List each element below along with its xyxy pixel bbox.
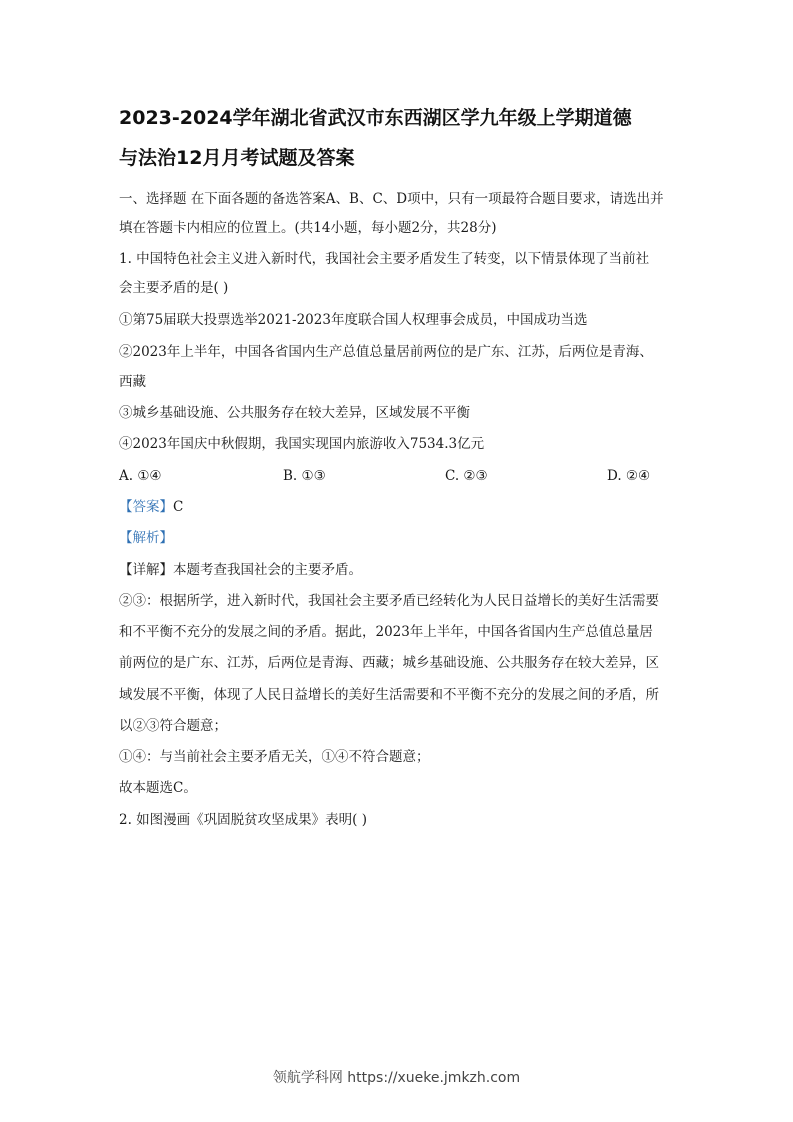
explanation-line2: 和不平衡不充分的发展之间的矛盾。据此，2023年上半年，中国各省国内生产总值总量居 [119,624,653,640]
section-intro-line2: 填在答题卡内相应的位置上。(共14小题，每小题2分，共28分) [119,220,497,236]
answer-row [119,498,183,516]
answer-value: C [173,499,184,515]
page-footer: 领航学科网 https://xueke.jmkzh.com [272,1070,521,1086]
option-c: C. ②③ [445,468,488,484]
question1-item1: ①第75届联大投票选举2021-2023年度联合国人权理事会成员，中国成功当选 [119,312,588,328]
analysis-tag: 【解析】 [119,530,173,546]
explanation-line6: ①④：与当前社会主要矛盾无关，①④不符合题意； [119,749,430,765]
question1-stem-line1: 1. 中国特色社会主义进入新时代，我国社会主要矛盾发生了转变，以下情景体现了当前社 [119,251,650,267]
detail-text: 本题考查我国社会的主要矛盾。 [173,562,362,578]
analysis-row [119,529,173,547]
answer-tag: 【答案】 [119,499,173,515]
option-d: D. ②④ [607,468,651,484]
question1-stem-line2: 会主要矛盾的是( ) [119,280,229,296]
explanation-line3: 前两位的是广东、江苏，后两位是青海、西藏；城乡基础设施、公共服务存在较大差异，区 [119,655,659,671]
option-a: A. ①④ [119,468,162,484]
option-b: B. ①③ [283,468,326,484]
question1-item2-line2: 西藏 [119,374,146,390]
document-title-line2: 与法治12月月考试题及答案 [119,147,355,169]
question1-item3: ③城乡基础设施、公共服务存在较大差异，区域发展不平衡 [119,405,470,421]
question1-item2-line1: ②2023年上半年，中国各省国内生产总值总量居前两位的是广东、江苏，后两位是青海、 [119,344,653,360]
explanation-line5: 以②③符合题意； [119,718,227,734]
explanation-line7: 故本题选C。 [119,780,197,796]
document-title-line1: 2023-2024学年湖北省武汉市东西湖区学九年级上学期道德 [119,107,632,129]
explanation-line4: 域发展不平衡，体现了人民日益增长的美好生活需要和不平衡不充分的发展之间的矛盾，所 [119,687,659,703]
question1-item4: ④2023年国庆中秋假期，我国实现国内旅游收入7534.3亿元 [119,436,485,452]
explanation-line1: ②③：根据所学，进入新时代，我国社会主要矛盾已经转化为人民日益增长的美好生活需要 [119,593,659,609]
detail-row [119,561,362,579]
question2-stem: 2. 如图漫画《巩固脱贫攻坚成果》表明( ) [119,812,367,828]
detail-tag: 【详解】 [119,562,173,578]
section-intro-line1: 一、选择题 在下面各题的备选答案A、B、C、D项中，只有一项最符合题目要求，请选出并 [119,191,664,207]
